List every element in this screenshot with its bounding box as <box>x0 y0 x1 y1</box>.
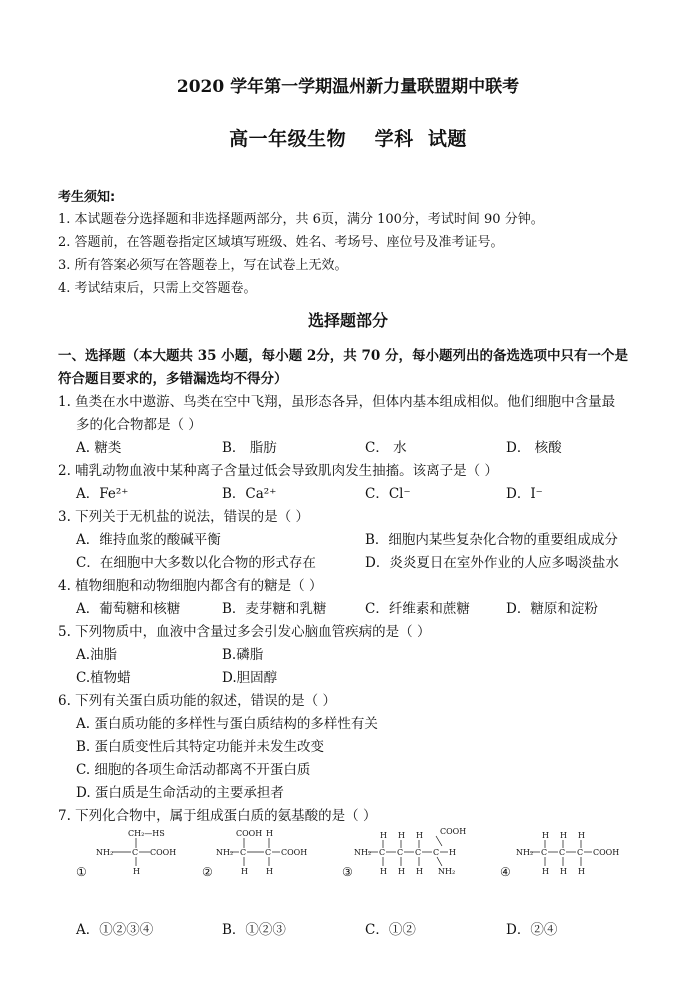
amino-acid-structures <box>76 824 656 894</box>
s3-right-h: H <box>449 848 456 857</box>
s4-bottom-h-1: H <box>542 867 549 876</box>
s3-top-h-1: H <box>380 831 387 840</box>
question-4-stem: 4. 植物细胞和动物细胞内都含有的糖是（ ） <box>58 578 323 594</box>
s4-top-h-1: H <box>542 831 549 840</box>
s3-bottom-h-1: H <box>380 867 387 876</box>
s2-left-group: NH₂ <box>216 848 234 857</box>
s4-carbon-2: C <box>559 848 566 857</box>
s2-right-group: COOH <box>281 848 308 857</box>
q5-option-d: D.胆固醇 <box>222 670 278 686</box>
q5-option-a: A.油脂 <box>76 647 118 663</box>
q2-option-a: A．Fe²⁺ <box>76 486 129 502</box>
s4-left-group: NH₂ <box>516 848 534 857</box>
exam-title: 2020 学年第一学期温州新力量联盟期中联考 <box>176 77 520 97</box>
question-7-stem: 7. 下列化合物中，属于组成蛋白质的氨基酸的是（ ） <box>58 808 377 824</box>
s3-top-h-2: H <box>398 831 405 840</box>
s4-carbon-3: C <box>577 848 584 857</box>
q7-option-c: C．①② <box>365 922 416 938</box>
s1-right-group: COOH <box>150 848 177 857</box>
q1-option-a: A. 糖类 <box>76 440 122 456</box>
q3-option-b: B．细胞内某些复杂化合物的重要组成成分 <box>365 532 618 548</box>
s2-top-h: H <box>266 829 273 838</box>
q4-option-b: B．麦芽糖和乳糖 <box>222 601 327 617</box>
q7-option-d: D．②④ <box>506 922 558 938</box>
q6-option-d: D. 蛋白质是生命活动的主要承担者 <box>76 785 284 801</box>
q1-option-c: C． 水 <box>365 440 407 456</box>
question-2-stem: 2. 哺乳动物血液中某种离子含量过低会导致肌肉发生抽搐。该离子是（ ） <box>58 463 498 479</box>
notice-item: 2. 答题前，在答题卷指定区域填写班级、姓名、考场号、座位号及准考证号。 <box>58 235 504 250</box>
q6-option-c: C. 细胞的各项生命活动都离不开蛋白质 <box>76 762 311 778</box>
q7-option-a: A．①②③④ <box>76 922 154 938</box>
s3-carbon-2: C <box>397 848 404 857</box>
structure-2 <box>202 829 307 879</box>
structure-3 <box>342 827 466 879</box>
s3-top-cooh: COOH <box>440 827 467 836</box>
s4-carbon-1: C <box>541 848 548 857</box>
structure-label-3: ③ <box>342 865 353 879</box>
q7-option-b: B．①②③ <box>222 922 286 938</box>
s3-bottom-h-2: H <box>398 867 405 876</box>
s4-bottom-h-3: H <box>578 867 585 876</box>
s4-top-h-2: H <box>560 831 567 840</box>
s3-bottom-nh2: NH₂ <box>438 867 456 876</box>
s4-bottom-h-2: H <box>560 867 567 876</box>
question-1-stem: 1. 鱼类在水中遨游、鸟类在空中飞翔，虽形态各异，但体内基本组成相似。他们细胞中含量最 <box>58 394 616 410</box>
structure-label-1: ① <box>76 865 87 879</box>
section-instruction-cont: 符合题目要求的，多错漏选均不得分） <box>58 371 288 387</box>
question-6-stem: 6. 下列有关蛋白质功能的叙述，错误的是（ ） <box>58 693 336 709</box>
notice-item: 3. 所有答案必须写在答题卷上，写在试卷上无效。 <box>58 258 348 273</box>
q2-option-c: C．Cl⁻ <box>365 486 411 502</box>
section-title: 选择题部分 <box>307 311 388 330</box>
s3-left-group: NH₂ <box>354 848 372 857</box>
question-3-stem: 3. 下列关于无机盐的说法，错误的是（ ） <box>58 509 309 525</box>
q4-option-a: A．葡萄糖和核糖 <box>76 601 181 617</box>
q3-option-d: D．炎炎夏日在室外作业的人应多喝淡盐水 <box>365 555 619 571</box>
q6-option-b: B. 蛋白质变性后其特定功能并未发生改变 <box>76 739 325 755</box>
s3-carbon-4: C <box>433 848 440 857</box>
exam-subtitle: 高一年级生物 学科 试题 <box>229 128 467 150</box>
q5-option-c: C.植物蜡 <box>76 670 131 686</box>
s1-top-group: CH₂—HS <box>128 829 165 838</box>
q2-option-d: D．I⁻ <box>506 486 543 502</box>
q2-option-b: B．Ca²⁺ <box>222 486 277 502</box>
q1-option-b: B． 脂肪 <box>222 440 277 456</box>
s3-bottom-h-3: H <box>416 867 423 876</box>
notice-heading: 考生须知: <box>58 190 116 205</box>
s2-bottom-h-2: H <box>266 867 273 876</box>
s1-bottom-h: H <box>133 867 140 876</box>
s2-top-cooh: COOH <box>236 829 263 838</box>
s3-carbon-3: C <box>415 848 422 857</box>
s3-top-h-3: H <box>416 831 423 840</box>
q4-option-d: D．糖原和淀粉 <box>506 601 598 617</box>
question-1-stem-cont: 多的化合物都是（ ） <box>76 417 202 433</box>
q1-option-d: D． 核酸 <box>506 440 562 456</box>
q4-option-c: C．纤维素和蔗糖 <box>365 601 470 617</box>
question-5-stem: 5. 下列物质中，血液中含量过多会引发心脑血管疾病的是（ ） <box>58 624 431 640</box>
s2-carbon-2: C <box>265 848 272 857</box>
s2-bottom-h-1: H <box>241 867 248 876</box>
s1-carbon: C <box>132 848 139 857</box>
s2-carbon-1: C <box>240 848 247 857</box>
section-instruction: 一、选择题（本大题共 35 小题，每小题 2分，共 70 分，每小题列出的备选选项中只有一个是 <box>58 348 628 364</box>
structure-label-4: ④ <box>500 865 511 879</box>
structure-label-2: ② <box>202 865 213 879</box>
structure-4 <box>500 831 619 879</box>
notice-item: 1. 本试题卷分选择题和非选择题两部分，共 6页，满分 100分，考试时间 90 分钟。 <box>58 212 544 227</box>
structure-1 <box>76 829 176 879</box>
q3-option-c: C．在细胞中大多数以化合物的形式存在 <box>76 555 316 571</box>
s4-top-h-3: H <box>578 831 585 840</box>
q6-option-a: A. 蛋白质功能的多样性与蛋白质结构的多样性有关 <box>76 716 378 732</box>
s3-carbon-1: C <box>379 848 386 857</box>
q3-option-a: A．维持血浆的酸碱平衡 <box>76 532 221 548</box>
s1-left-group: NH₂ <box>96 848 114 857</box>
q5-option-b: B.磷脂 <box>222 647 264 663</box>
s4-right-group: COOH <box>593 848 620 857</box>
notice-item: 4. 考试结束后，只需上交答题卷。 <box>58 281 257 296</box>
